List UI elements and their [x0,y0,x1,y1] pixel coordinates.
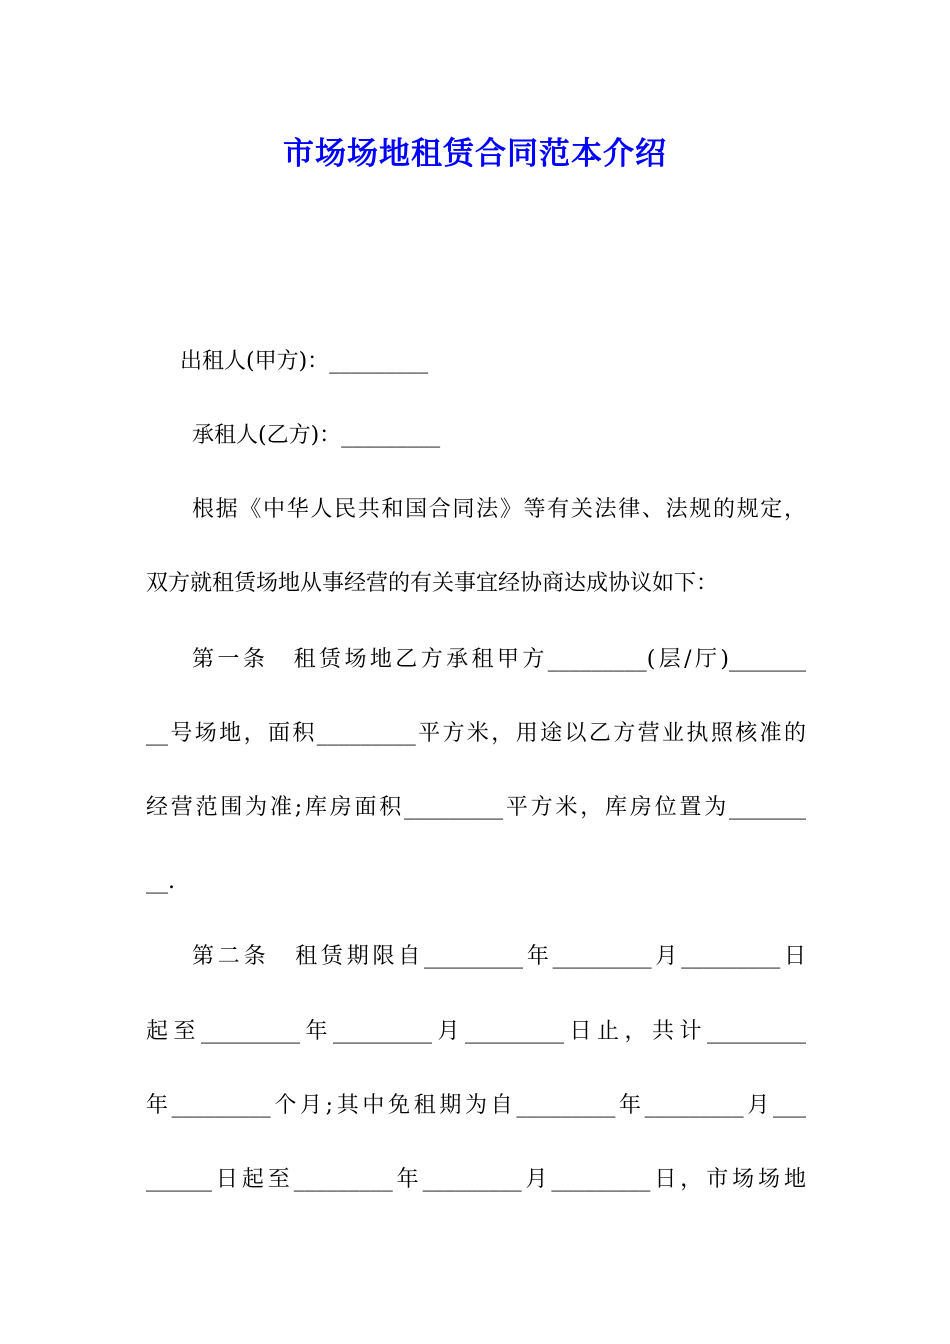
lessor-line: 出租人(甲方)：_________ [180,349,429,374]
article-1-line-2: __号场地，面积_________平方米，用途以乙方营业执照核准的 [146,721,806,746]
article-1-line-1: 第一条 租赁场地乙方承租甲方_________(层/厅)_______ [192,647,806,672]
document-title: 市场场地租赁合同范本介绍 [283,136,667,172]
preamble-line-1: 根据《中华人民共和国合同法》等有关法律、法规的规定， [192,497,806,522]
article-1-line-3: 经营范围为准;库房面积_________平方米，库房位置为_______ [146,795,806,820]
article-2-line-3: 年_________个月;其中免租期为自_________年_________月___ [146,1093,806,1118]
article-2-line-1: 第二条 租赁期限自_________年_________月_________日 [192,944,806,969]
article-2-line-4: ______日起至_________年_________月_________日，市场场地 [146,1167,806,1192]
article-2-line-2: 起至_________年_________月_________日止，共计_________ [146,1019,806,1044]
preamble-line-2: 双方就租赁场地从事经营的有关事宜经协商达成协议如下： [146,571,719,596]
article-1-line-4: __. [146,869,175,894]
lessee-line: 承租人(乙方)：_________ [192,423,441,448]
